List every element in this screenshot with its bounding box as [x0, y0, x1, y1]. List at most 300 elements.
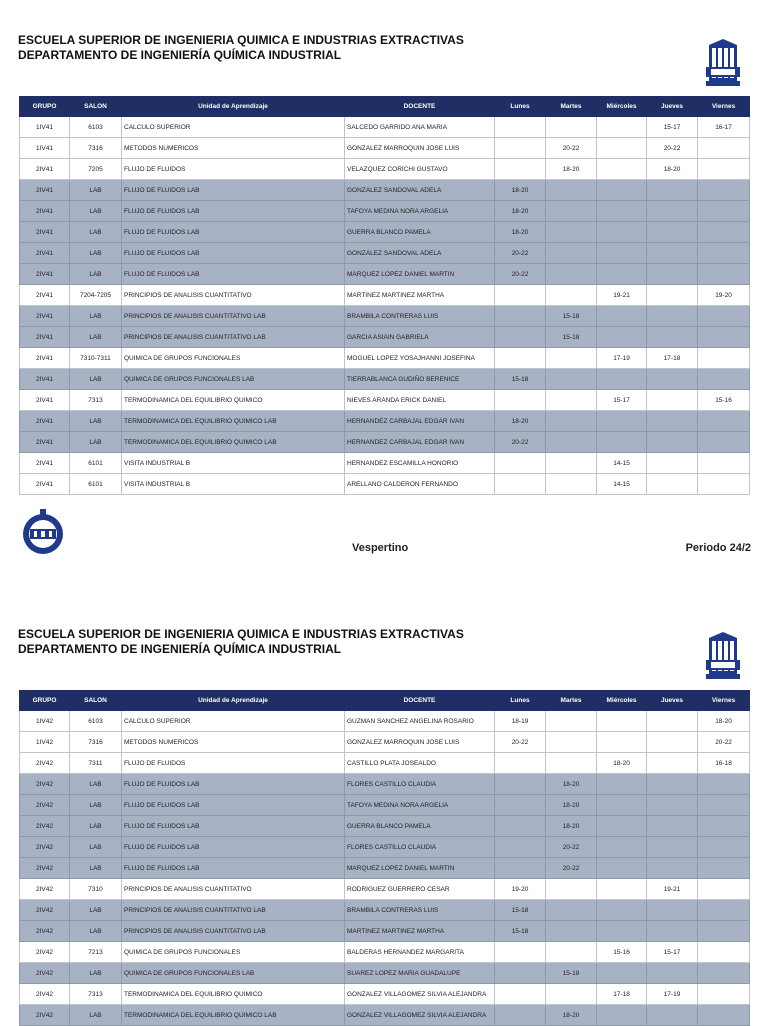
cell-unidad: TERMODINAMICA DEL EQUILIBRIO QUIMICO — [122, 390, 345, 411]
cell-viernes — [698, 180, 750, 201]
cell-miercoles — [597, 264, 647, 285]
col-header-miercoles: Miércoles — [597, 97, 647, 117]
cell-martes — [546, 879, 597, 900]
cell-salon: 6101 — [70, 474, 122, 495]
cell-salon: LAB — [70, 795, 122, 816]
cell-unidad: CALCULO SUPERIOR — [122, 117, 345, 138]
cell-viernes: 20-22 — [698, 732, 750, 753]
cell-lunes: 15-18 — [495, 369, 546, 390]
cell-martes: 18-20 — [546, 159, 597, 180]
cell-jueves: 19-21 — [647, 879, 698, 900]
col-header-martes: Martes — [546, 97, 597, 117]
cell-viernes — [698, 879, 750, 900]
cell-jueves: 17-19 — [647, 984, 698, 1005]
cell-miercoles — [597, 222, 647, 243]
cell-jueves — [647, 201, 698, 222]
cell-grupo: 1IV42 — [20, 711, 70, 732]
cell-docente: TAFOYA MEDINA NORA ARGELIA — [345, 201, 495, 222]
cell-unidad: TERMODINAMICA DEL EQUILIBRIO QUIMICO LAB — [122, 1005, 345, 1026]
cell-lunes: 18-20 — [495, 222, 546, 243]
cell-jueves — [647, 306, 698, 327]
cell-unidad: QUIMICA DE GRUPOS FUNCIONALES LAB — [122, 963, 345, 984]
cell-lunes — [495, 285, 546, 306]
cell-unidad: QUIMICA DE GRUPOS FUNCIONALES LAB — [122, 369, 345, 390]
table-row — [20, 432, 750, 453]
cell-jueves: 15-17 — [647, 117, 698, 138]
table-row — [20, 942, 750, 963]
cell-unidad: VISITA INDUSTRIAL B — [122, 474, 345, 495]
cell-viernes — [698, 348, 750, 369]
cell-docente: MOGUEL LOPEZ YOSAJHANNI JOSEFINA — [345, 348, 495, 369]
cell-viernes — [698, 816, 750, 837]
cell-salon: LAB — [70, 264, 122, 285]
cell-viernes — [698, 432, 750, 453]
cell-miercoles: 17-18 — [597, 984, 647, 1005]
cell-docente: GONZALEZ VILLAGOMEZ SILVIA ALEJANDRA — [345, 1005, 495, 1026]
cell-docente: MARQUEZ LOPEZ DANIEL MARTIN — [345, 858, 495, 879]
cell-jueves — [647, 180, 698, 201]
cell-miercoles: 14-15 — [597, 474, 647, 495]
cell-viernes — [698, 264, 750, 285]
cell-miercoles — [597, 732, 647, 753]
cell-viernes: 16-18 — [698, 753, 750, 774]
cell-miercoles: 15-16 — [597, 942, 647, 963]
cell-unidad: CALCULO SUPERIOR — [122, 711, 345, 732]
cell-miercoles — [597, 900, 647, 921]
cell-unidad: PRINCIPIOS DE ANALISIS CUANTITATIVO LAB — [122, 921, 345, 942]
iqi-logo — [20, 507, 66, 557]
cell-docente: HERNANDEZ CARBAJAL EDGAR IVAN — [345, 432, 495, 453]
cell-miercoles — [597, 1005, 647, 1026]
cell-viernes — [698, 327, 750, 348]
cell-lunes — [495, 795, 546, 816]
cell-docente: GONZALEZ SANDOVAL ADELA — [345, 180, 495, 201]
cell-viernes — [698, 222, 750, 243]
cell-viernes — [698, 795, 750, 816]
cell-salon: LAB — [70, 369, 122, 390]
cell-grupo: 2IV42 — [20, 1005, 70, 1026]
cell-jueves — [647, 411, 698, 432]
cell-miercoles: 14-15 — [597, 453, 647, 474]
cell-lunes: 20-22 — [495, 432, 546, 453]
cell-unidad: FLUJO DE FLUIDOS LAB — [122, 201, 345, 222]
cell-docente: ARELLANO CALDERON FERNANDO — [345, 474, 495, 495]
cell-jueves — [647, 837, 698, 858]
table-row — [20, 837, 750, 858]
cell-docente: SALCEDO GARRIDO ANA MARIA — [345, 117, 495, 138]
table-row — [20, 879, 750, 900]
cell-docente: GONZALEZ VILLAGOMEZ SILVIA ALEJANDRA — [345, 984, 495, 1005]
col-header-salon: SALON — [70, 691, 122, 711]
table-row — [20, 858, 750, 879]
table-row — [20, 411, 750, 432]
cell-lunes: 18-19 — [495, 711, 546, 732]
cell-salon: 7205 — [70, 159, 122, 180]
cell-docente: GONZALEZ SANDOVAL ADELA — [345, 243, 495, 264]
cell-unidad: TERMODINAMICA DEL EQUILIBRIO QUIMICO LAB — [122, 432, 345, 453]
cell-salon: LAB — [70, 921, 122, 942]
cell-salon: LAB — [70, 201, 122, 222]
cell-docente: RODRIGUEZ GUERRERO CESAR — [345, 879, 495, 900]
cell-grupo: 2IV41 — [20, 453, 70, 474]
cell-jueves: 20-22 — [647, 138, 698, 159]
cell-salon: 7316 — [70, 732, 122, 753]
cell-grupo: 2IV41 — [20, 243, 70, 264]
table-row — [20, 348, 750, 369]
cell-grupo: 1IV41 — [20, 138, 70, 159]
school-name-2: ESCUELA SUPERIOR DE INGENIERIA QUIMICA E INDUSTRIAS EXTRACTIVAS — [18, 627, 464, 641]
cell-jueves: 17-18 — [647, 348, 698, 369]
cell-martes: 20-22 — [546, 138, 597, 159]
col-header-viernes: Viernes — [698, 691, 750, 711]
cell-salon: 7204-7205 — [70, 285, 122, 306]
cell-viernes — [698, 774, 750, 795]
cell-docente: GUERRA BLANCO PAMELA — [345, 222, 495, 243]
cell-grupo: 2IV42 — [20, 963, 70, 984]
cell-grupo: 2IV41 — [20, 474, 70, 495]
cell-docente: VELAZQUEZ CORICHI GUSTAVO — [345, 159, 495, 180]
cell-grupo: 2IV42 — [20, 879, 70, 900]
cell-docente: GARCIA ASIAIN GABRIELA — [345, 327, 495, 348]
cell-viernes — [698, 921, 750, 942]
cell-unidad: FLUJO DE FLUIDOS LAB — [122, 774, 345, 795]
table-row — [20, 1005, 750, 1026]
col-header-unidad: Unidad de Aprendizaje — [122, 691, 345, 711]
cell-miercoles: 19-21 — [597, 285, 647, 306]
cell-salon: LAB — [70, 180, 122, 201]
col-header-grupo: GRUPO — [20, 691, 70, 711]
cell-miercoles — [597, 963, 647, 984]
table-row — [20, 306, 750, 327]
cell-unidad: FLUJO DE FLUIDOS LAB — [122, 180, 345, 201]
cell-salon: 7310-7311 — [70, 348, 122, 369]
cell-viernes — [698, 837, 750, 858]
cell-miercoles — [597, 795, 647, 816]
cell-lunes — [495, 816, 546, 837]
table-row — [20, 984, 750, 1005]
cell-viernes — [698, 369, 750, 390]
cell-martes — [546, 900, 597, 921]
cell-jueves — [647, 963, 698, 984]
school-name-1: ESCUELA SUPERIOR DE INGENIERIA QUIMICA E INDUSTRIAS EXTRACTIVAS — [18, 33, 464, 47]
cell-grupo: 2IV42 — [20, 795, 70, 816]
table-row — [20, 732, 750, 753]
cell-grupo: 2IV42 — [20, 753, 70, 774]
cell-martes — [546, 348, 597, 369]
cell-jueves — [647, 453, 698, 474]
cell-grupo: 2IV42 — [20, 900, 70, 921]
cell-unidad: FLUJO DE FLUIDOS — [122, 753, 345, 774]
cell-martes: 18-20 — [546, 774, 597, 795]
cell-salon: LAB — [70, 327, 122, 348]
cell-martes — [546, 201, 597, 222]
table-row — [20, 285, 750, 306]
cell-viernes — [698, 243, 750, 264]
cell-martes — [546, 984, 597, 1005]
cell-docente: TIERRABLANCA GUDIÑO BERENICE — [345, 369, 495, 390]
schedule-table-1 — [19, 96, 750, 495]
cell-unidad: FLUJO DE FLUIDOS LAB — [122, 243, 345, 264]
cell-lunes: 19-20 — [495, 879, 546, 900]
cell-miercoles — [597, 201, 647, 222]
cell-docente: HERNANDEZ ESCAMILLA HONORIO — [345, 453, 495, 474]
cell-jueves — [647, 732, 698, 753]
cell-viernes — [698, 201, 750, 222]
cell-lunes — [495, 984, 546, 1005]
cell-miercoles: 17-19 — [597, 348, 647, 369]
cell-grupo: 2IV41 — [20, 285, 70, 306]
cell-docente: MARQUEZ LOPEZ DANIEL MARTIN — [345, 264, 495, 285]
cell-martes: 18-20 — [546, 816, 597, 837]
cell-jueves — [647, 474, 698, 495]
cell-unidad: FLUJO DE FLUIDOS LAB — [122, 837, 345, 858]
cell-jueves — [647, 816, 698, 837]
cell-docente: GUZMAN SANCHEZ ANGELINA ROSARIO — [345, 711, 495, 732]
cell-viernes: 19-20 — [698, 285, 750, 306]
cell-martes — [546, 432, 597, 453]
cell-grupo: 1IV42 — [20, 732, 70, 753]
cell-miercoles — [597, 411, 647, 432]
shift-label: Vespertino — [352, 542, 409, 554]
table-row — [20, 369, 750, 390]
cell-lunes — [495, 753, 546, 774]
cell-martes — [546, 180, 597, 201]
cell-unidad: FLUJO DE FLUIDOS LAB — [122, 264, 345, 285]
cell-salon: LAB — [70, 432, 122, 453]
cell-jueves — [647, 243, 698, 264]
cell-grupo: 2IV42 — [20, 858, 70, 879]
col-header-salon: SALON — [70, 97, 122, 117]
cell-lunes — [495, 474, 546, 495]
cell-martes — [546, 285, 597, 306]
cell-jueves — [647, 921, 698, 942]
cell-martes: 15-18 — [546, 306, 597, 327]
cell-docente: FLORES CASTILLO CLAUDIA — [345, 774, 495, 795]
cell-jueves — [647, 753, 698, 774]
cell-martes — [546, 411, 597, 432]
cell-viernes — [698, 306, 750, 327]
cell-docente: GONZALEZ MARROQUIN JOSE LUIS — [345, 138, 495, 159]
cell-jueves — [647, 369, 698, 390]
cell-viernes — [698, 411, 750, 432]
cell-martes — [546, 243, 597, 264]
cell-miercoles — [597, 879, 647, 900]
cell-jueves — [647, 327, 698, 348]
cell-martes — [546, 732, 597, 753]
cell-martes — [546, 753, 597, 774]
cell-docente: NIEVES ARANDA ERICK DANIEL — [345, 390, 495, 411]
cell-miercoles — [597, 369, 647, 390]
cell-viernes — [698, 159, 750, 180]
cell-lunes: 18-20 — [495, 411, 546, 432]
cell-viernes: 18-20 — [698, 711, 750, 732]
cell-grupo: 2IV41 — [20, 264, 70, 285]
cell-grupo: 2IV41 — [20, 369, 70, 390]
cell-salon: 6103 — [70, 117, 122, 138]
department-name-2: DEPARTAMENTO DE INGENIERÍA QUÍMICA INDUSTRIAL — [18, 642, 342, 656]
cell-grupo: 2IV41 — [20, 411, 70, 432]
cell-unidad: FLUJO DE FLUIDOS LAB — [122, 858, 345, 879]
col-header-martes: Martes — [546, 691, 597, 711]
cell-docente: BRAMBILA CONTRERAS LUIS — [345, 306, 495, 327]
cell-viernes — [698, 1005, 750, 1026]
table-row — [20, 963, 750, 984]
cell-salon: 7311 — [70, 753, 122, 774]
cell-martes — [546, 942, 597, 963]
cell-grupo: 2IV42 — [20, 816, 70, 837]
cell-lunes — [495, 858, 546, 879]
cell-salon: LAB — [70, 858, 122, 879]
table-row — [20, 774, 750, 795]
cell-miercoles — [597, 180, 647, 201]
cell-viernes — [698, 474, 750, 495]
table-row — [20, 159, 750, 180]
cell-martes — [546, 264, 597, 285]
cell-jueves — [647, 222, 698, 243]
cell-salon: 7310 — [70, 879, 122, 900]
cell-martes — [546, 453, 597, 474]
cell-salon: 6103 — [70, 711, 122, 732]
cell-docente: MARTINEZ MARTINEZ MARTHA — [345, 285, 495, 306]
cell-lunes — [495, 963, 546, 984]
department-name-1: DEPARTAMENTO DE INGENIERÍA QUÍMICA INDUSTRIAL — [18, 48, 342, 62]
table-row — [20, 753, 750, 774]
cell-grupo: 2IV41 — [20, 348, 70, 369]
esiqie-logo — [703, 37, 743, 89]
cell-unidad: TERMODINAMICA DEL EQUILIBRIO QUIMICO LAB — [122, 411, 345, 432]
cell-miercoles: 15-17 — [597, 390, 647, 411]
cell-martes — [546, 222, 597, 243]
cell-salon: LAB — [70, 816, 122, 837]
cell-martes — [546, 711, 597, 732]
cell-unidad: PRINCIPIOS DE ANALISIS CUANTITATIVO — [122, 879, 345, 900]
cell-salon: LAB — [70, 1005, 122, 1026]
cell-jueves — [647, 795, 698, 816]
cell-martes: 15-18 — [546, 963, 597, 984]
table-row — [20, 222, 750, 243]
cell-lunes — [495, 942, 546, 963]
cell-lunes: 15-18 — [495, 900, 546, 921]
esiqie-logo — [703, 630, 743, 682]
cell-martes — [546, 369, 597, 390]
cell-unidad: FLUJO DE FLUIDOS LAB — [122, 222, 345, 243]
cell-lunes — [495, 117, 546, 138]
cell-viernes — [698, 138, 750, 159]
cell-miercoles — [597, 774, 647, 795]
cell-salon: LAB — [70, 774, 122, 795]
cell-miercoles — [597, 138, 647, 159]
cell-lunes — [495, 774, 546, 795]
cell-lunes — [495, 1005, 546, 1026]
cell-docente: GONZALEZ MARROQUIN JOSE LUIS — [345, 732, 495, 753]
cell-grupo: 2IV42 — [20, 774, 70, 795]
cell-jueves — [647, 858, 698, 879]
cell-grupo: 2IV42 — [20, 942, 70, 963]
cell-grupo: 2IV41 — [20, 432, 70, 453]
cell-lunes: 15-18 — [495, 921, 546, 942]
cell-lunes: 18-20 — [495, 201, 546, 222]
cell-grupo: 2IV41 — [20, 390, 70, 411]
cell-jueves: 18-20 — [647, 159, 698, 180]
cell-martes: 15-18 — [546, 327, 597, 348]
cell-grupo: 2IV42 — [20, 837, 70, 858]
cell-miercoles — [597, 159, 647, 180]
cell-miercoles — [597, 837, 647, 858]
cell-salon: 7313 — [70, 390, 122, 411]
cell-docente: HERNANDEZ CARBAJAL EDGAR IVAN — [345, 411, 495, 432]
cell-unidad: PRINCIPIOS DE ANALISIS CUANTITATIVO LAB — [122, 306, 345, 327]
cell-salon: LAB — [70, 243, 122, 264]
cell-jueves — [647, 774, 698, 795]
col-header-viernes: Viernes — [698, 97, 750, 117]
cell-lunes — [495, 327, 546, 348]
cell-lunes: 18-20 — [495, 180, 546, 201]
cell-unidad: FLUJO DE FLUIDOS — [122, 159, 345, 180]
schedule-table-2 — [19, 690, 750, 1026]
cell-martes: 20-22 — [546, 858, 597, 879]
col-header-jueves: Jueves — [647, 691, 698, 711]
cell-unidad: FLUJO DE FLUIDOS LAB — [122, 816, 345, 837]
cell-unidad: QUIMICA DE GRUPOS FUNCIONALES — [122, 348, 345, 369]
cell-grupo: 2IV41 — [20, 327, 70, 348]
cell-miercoles — [597, 858, 647, 879]
cell-jueves — [647, 900, 698, 921]
cell-martes — [546, 117, 597, 138]
cell-unidad: METODOS NUMERICOS — [122, 732, 345, 753]
cell-lunes: 20-22 — [495, 264, 546, 285]
cell-viernes — [698, 942, 750, 963]
cell-unidad: VISITA INDUSTRIAL B — [122, 453, 345, 474]
cell-lunes — [495, 306, 546, 327]
cell-jueves — [647, 1005, 698, 1026]
cell-grupo: 2IV41 — [20, 222, 70, 243]
cell-salon: LAB — [70, 963, 122, 984]
cell-unidad: FLUJO DE FLUIDOS LAB — [122, 795, 345, 816]
cell-unidad: QUIMICA DE GRUPOS FUNCIONALES — [122, 942, 345, 963]
cell-lunes — [495, 348, 546, 369]
cell-unidad: PRINCIPIOS DE ANALISIS CUANTITATIVO LAB — [122, 900, 345, 921]
cell-jueves — [647, 264, 698, 285]
cell-martes: 18-20 — [546, 1005, 597, 1026]
col-header-lunes: Lunes — [495, 691, 546, 711]
period-label: Periodo 24/2 — [685, 542, 751, 554]
cell-docente: BRAMBILA CONTRERAS LUIS — [345, 900, 495, 921]
col-header-jueves: Jueves — [647, 97, 698, 117]
cell-miercoles — [597, 117, 647, 138]
cell-jueves — [647, 390, 698, 411]
col-header-docente: DOCENTE — [345, 97, 495, 117]
cell-jueves: 15-17 — [647, 942, 698, 963]
table-row — [20, 201, 750, 222]
cell-viernes — [698, 453, 750, 474]
cell-miercoles — [597, 327, 647, 348]
cell-grupo: 2IV41 — [20, 306, 70, 327]
cell-unidad: PRINCIPIOS DE ANALISIS CUANTITATIVO LAB — [122, 327, 345, 348]
cell-docente: CASTILLO PLATA JOSEALDO — [345, 753, 495, 774]
cell-grupo: 2IV41 — [20, 201, 70, 222]
table-row — [20, 243, 750, 264]
cell-martes: 18-20 — [546, 795, 597, 816]
cell-docente: TAFOYA MEDINA NORA ARGELIA — [345, 795, 495, 816]
cell-martes — [546, 390, 597, 411]
cell-salon: LAB — [70, 837, 122, 858]
cell-miercoles — [597, 243, 647, 264]
cell-jueves — [647, 432, 698, 453]
cell-lunes: 20-22 — [495, 243, 546, 264]
cell-jueves — [647, 711, 698, 732]
table-row — [20, 474, 750, 495]
table-row — [20, 921, 750, 942]
